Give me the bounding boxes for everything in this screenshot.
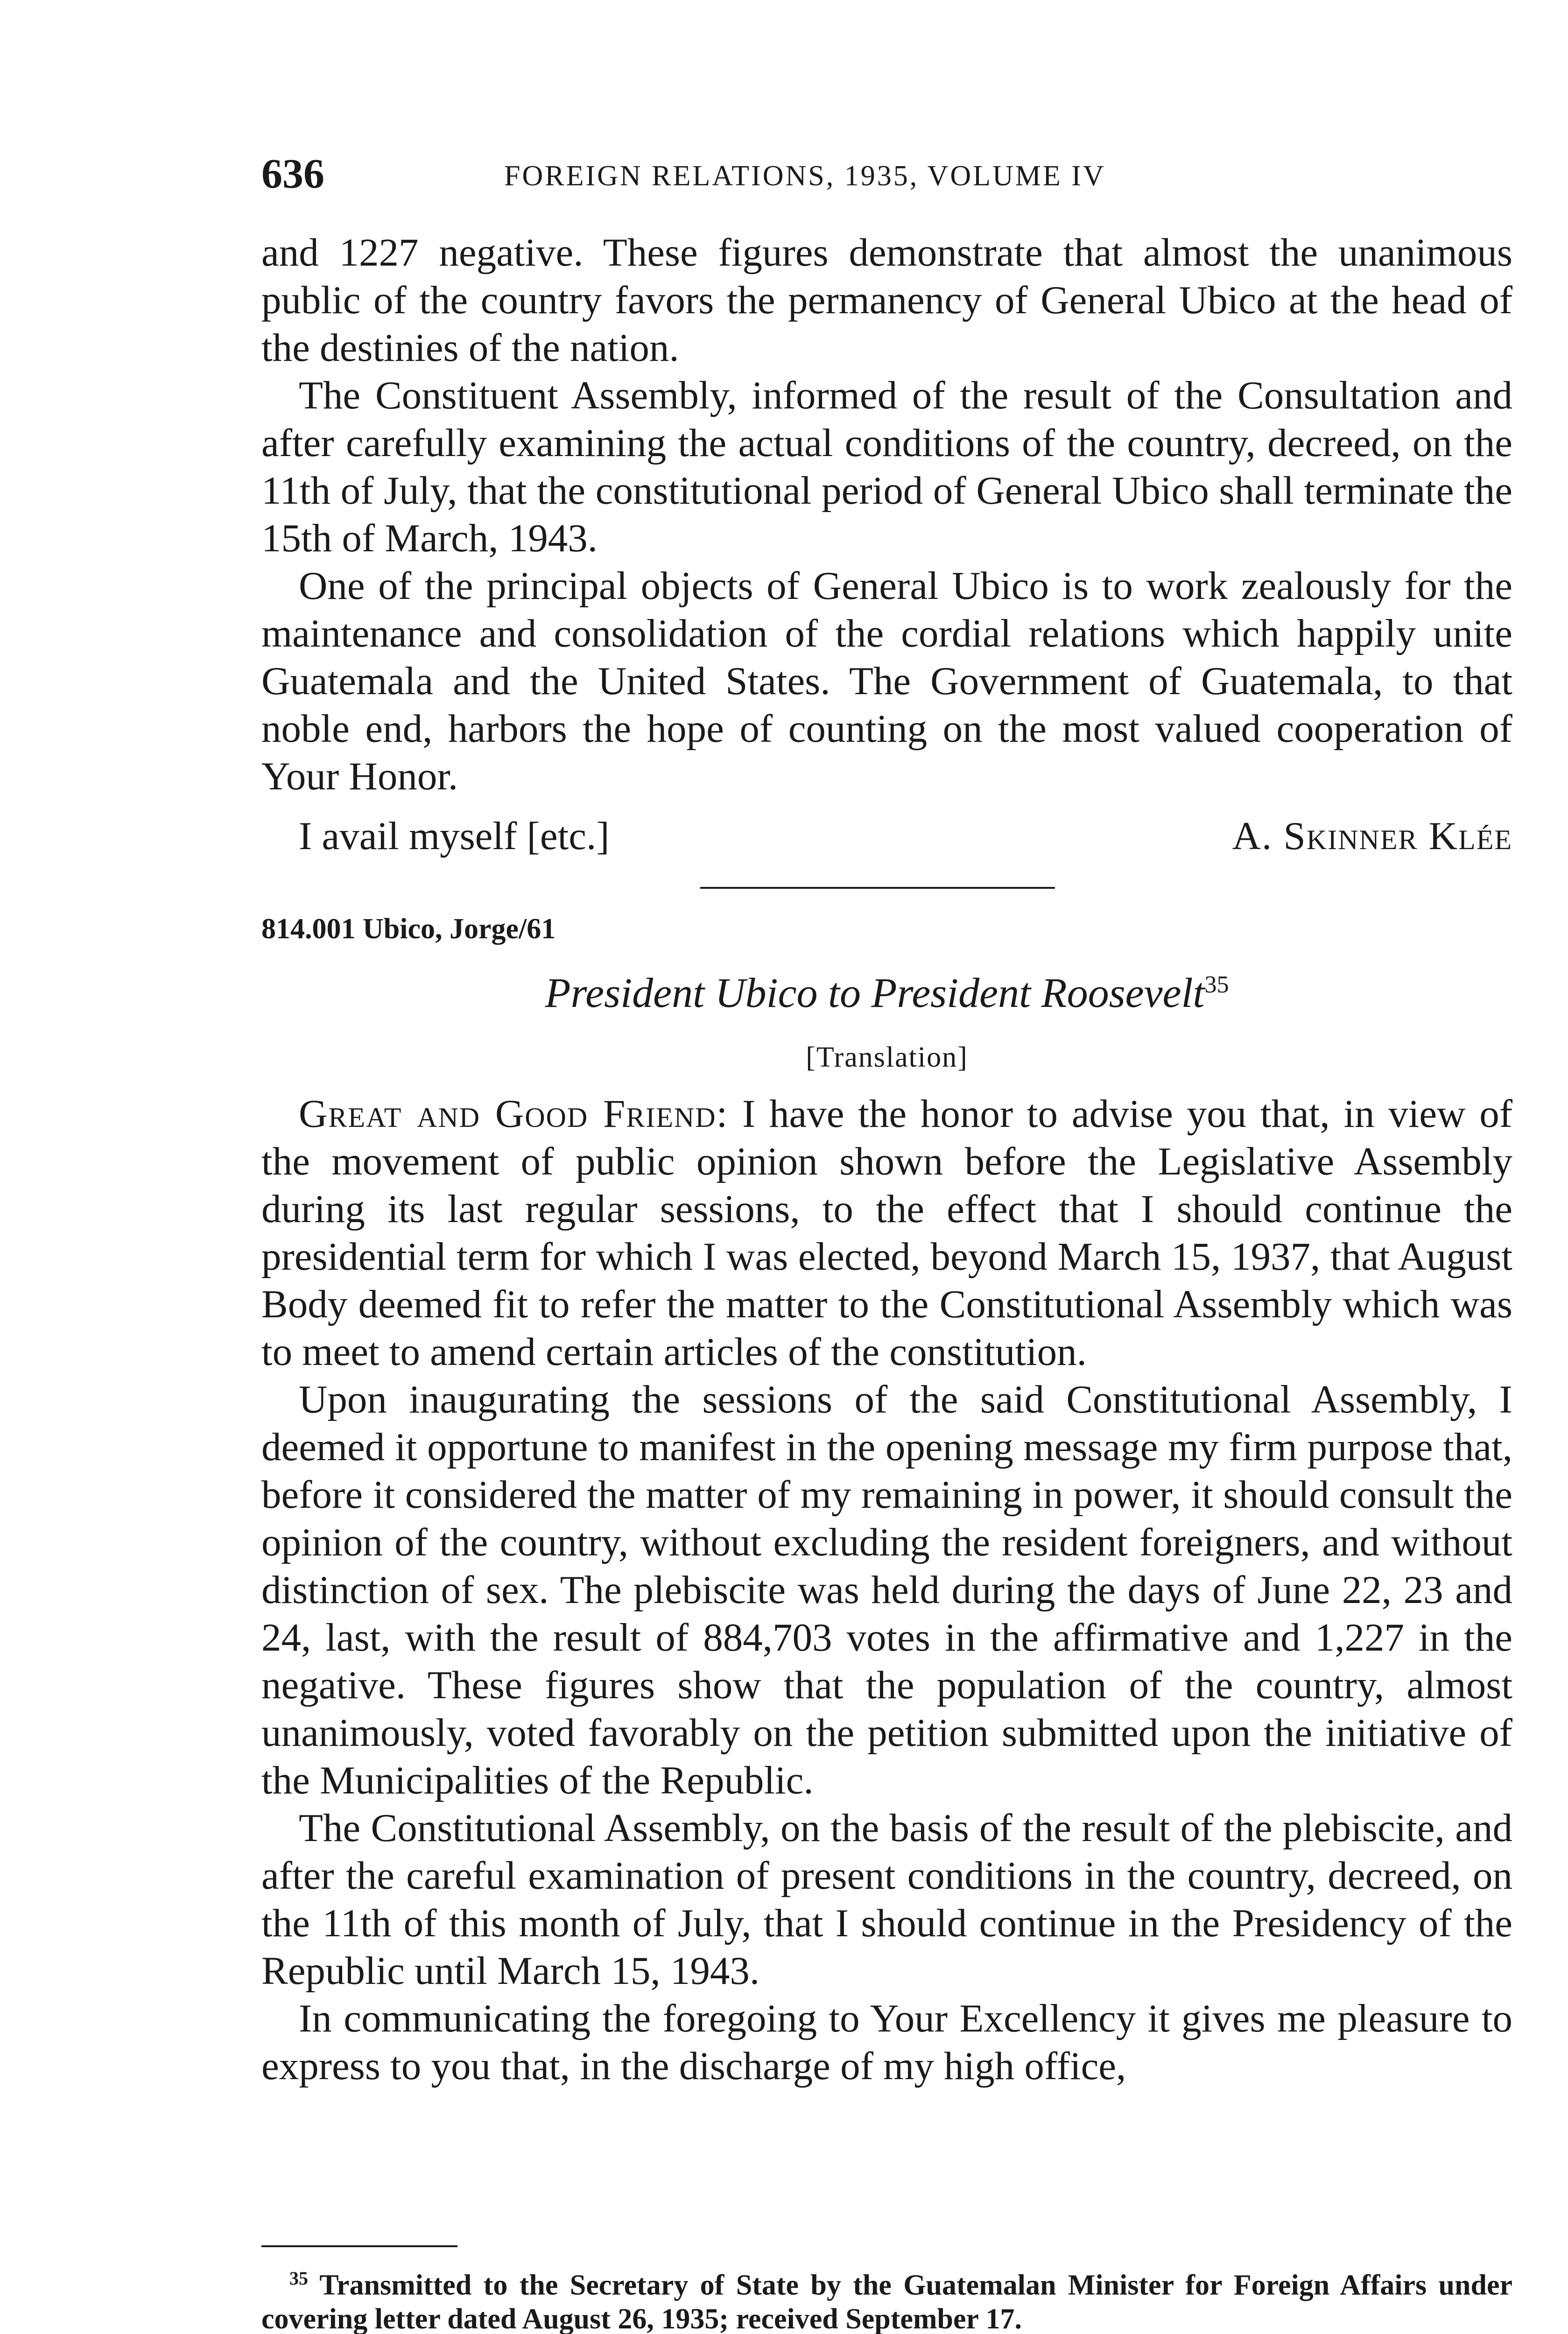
document-title-text: President Ubico to President Roosevelt	[545, 970, 1205, 1016]
paragraph: One of the principal objects of General Ubico is to work zealously for the maintenance and consolidation of the cordial relations which happily unite Guatemala and the United States. The Government of Guatemala, to that noble end, harbors the hope of counting on the most valued cooperation of Your Honor.	[261, 564, 1512, 798]
signoff-line	[261, 812, 1512, 860]
footnote-marker: 35	[289, 2268, 308, 2289]
previous-document-body	[261, 229, 1512, 800]
running-head: FOREIGN RELATIONS, 1935, VOLUME IV	[504, 160, 1106, 192]
file-reference: 814.001 Ubico, Jorge/61	[261, 913, 556, 945]
salutation: Great and Good Friend:	[299, 1092, 729, 1136]
page-header	[261, 148, 1522, 200]
translation-note: [Translation]	[806, 1041, 968, 1073]
footnote-ref: 35	[1204, 971, 1229, 998]
footnote-divider	[261, 2245, 457, 2247]
paragraph: The Constituent Assembly, informed of the result of the Consultation and after carefully examining the actual conditions of the country, decreed, on the 11th of July, that the constitutional period of General Ubico shall terminate the 15th of March, 1943.	[261, 373, 1512, 560]
paragraph: and 1227 negative. These figures demonstrate that almost the unanimous public of the country favors the permanency of General Ubico at the head of the destinies of the nation.	[261, 231, 1512, 370]
paragraph-text: I have the honor to advise you that, in view of the movement of public opinion shown before the Legislative Assembly during its last regular sessions, to the effect that I should continue the presidential term for which I was elected, beyond March 15, 1937, that August Body deemed fit to refer the matter to the Constitutional Assembly which was to meet to amend certain articles of the constitution.	[261, 1092, 1513, 1374]
footnote-text: Transmitted to the Secretary of State by the Guatemalan Minister for Foreign Affairs under covering letter dated August 26, 1935; received September 17.	[261, 2269, 1512, 2334]
letter-body	[261, 1090, 1512, 2090]
closing-phrase: I avail myself [etc.]	[299, 814, 610, 858]
document-title	[261, 959, 1512, 1019]
paragraph	[261, 1090, 1512, 1376]
paragraph: Upon inaugurating the sessions of the said Constitutional Assembly, I deemed it opportune to manifest in the opening message my firm purpose that, before it considered the matter of my remaining in power, it should consult the opinion of the country, without excluding the resident foreigners, and without distinction of sex. The plebiscite was held during the days of June 22, 23 and 24, last, with the result of 884,703 votes in the affirmative and 1,227 in the negative. These figures show that the population of the country, almost unanimously, voted favorably on the petition submitted upon the initiative of the Municipalities of the Republic.	[261, 1378, 1512, 1802]
paragraph: The Constitutional Assembly, on the basis of the result of the plebiscite, and after the careful examination of present conditions in the country, decreed, on the 11th of this month of July, that I should continue in the Presidency of the Republic until March 15, 1943.	[261, 1806, 1512, 1993]
footnote	[261, 2262, 1512, 2334]
section-divider	[700, 887, 1055, 889]
paragraph: In communicating the foregoing to Your Excellency it gives me pleasure to express to you that, in the discharge of my high office,	[261, 1997, 1512, 2088]
page-number: 636	[261, 151, 324, 197]
signature: A. Skinner Klée	[1232, 814, 1512, 858]
